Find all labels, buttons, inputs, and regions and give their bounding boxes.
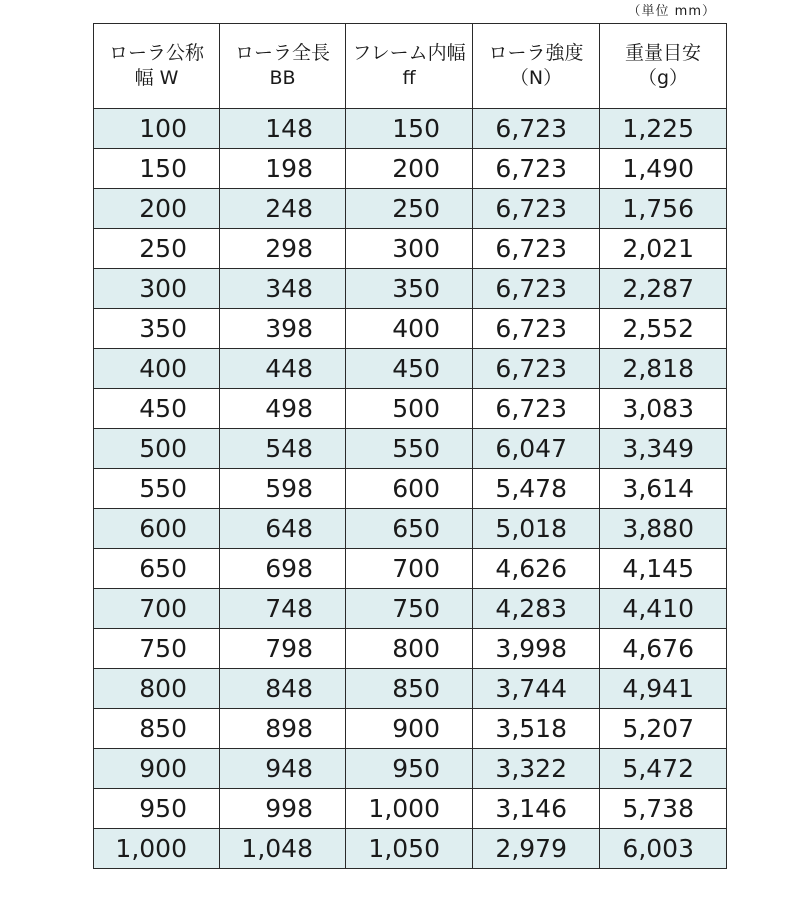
roller-spec-table [93, 23, 727, 869]
cell-roller-strength: 5,478 [473, 469, 600, 509]
cell-total-length: 748 [220, 589, 346, 629]
cell-total-length: 698 [220, 549, 346, 589]
cell-frame-inner-width: 150 [346, 109, 473, 149]
table-row [94, 589, 727, 629]
cell-roller-strength: 3,744 [473, 669, 600, 709]
header-label-line1: フレーム内幅 [352, 42, 466, 64]
cell-weight-estimate: 3,083 [600, 389, 727, 429]
cell-roller-strength: 6,723 [473, 109, 600, 149]
cell-nominal-width: 650 [94, 549, 220, 589]
cell-roller-strength: 6,723 [473, 269, 600, 309]
cell-frame-inner-width: 300 [346, 229, 473, 269]
cell-weight-estimate: 4,941 [600, 669, 727, 709]
cell-total-length: 148 [220, 109, 346, 149]
cell-roller-strength: 3,322 [473, 749, 600, 789]
unit-note: （単位 mm） [627, 4, 716, 19]
header-label-line2: ff [402, 67, 416, 89]
cell-total-length: 298 [220, 229, 346, 269]
cell-nominal-width: 450 [94, 389, 220, 429]
cell-total-length: 898 [220, 709, 346, 749]
cell-nominal-width: 500 [94, 429, 220, 469]
header-label-line1: 重量目安 [624, 42, 701, 64]
cell-roller-strength: 4,626 [473, 549, 600, 589]
cell-weight-estimate: 1,490 [600, 149, 727, 189]
header-row [94, 24, 727, 109]
table-header [94, 24, 727, 109]
cell-total-length: 1,048 [220, 829, 346, 869]
cell-roller-strength: 6,723 [473, 189, 600, 229]
cell-nominal-width: 250 [94, 229, 220, 269]
cell-weight-estimate: 5,207 [600, 709, 727, 749]
cell-frame-inner-width: 400 [346, 309, 473, 349]
table-row [94, 469, 727, 509]
cell-nominal-width: 950 [94, 789, 220, 829]
cell-weight-estimate: 6,003 [600, 829, 727, 869]
cell-frame-inner-width: 250 [346, 189, 473, 229]
cell-frame-inner-width: 350 [346, 269, 473, 309]
cell-nominal-width: 850 [94, 709, 220, 749]
cell-roller-strength: 6,723 [473, 309, 600, 349]
table-row [94, 749, 727, 789]
table-row [94, 829, 727, 869]
cell-roller-strength: 6,723 [473, 149, 600, 189]
cell-nominal-width: 550 [94, 469, 220, 509]
cell-frame-inner-width: 1,000 [346, 789, 473, 829]
cell-roller-strength: 2,979 [473, 829, 600, 869]
header-nominal-width [94, 24, 220, 109]
cell-total-length: 248 [220, 189, 346, 229]
cell-weight-estimate: 3,614 [600, 469, 727, 509]
header-frame-inner-width [346, 24, 473, 109]
cell-frame-inner-width: 600 [346, 469, 473, 509]
cell-frame-inner-width: 800 [346, 629, 473, 669]
header-label-line1: ローラ強度 [488, 42, 584, 64]
cell-frame-inner-width: 750 [346, 589, 473, 629]
cell-total-length: 198 [220, 149, 346, 189]
table-row [94, 709, 727, 749]
cell-weight-estimate: 1,225 [600, 109, 727, 149]
table-row [94, 429, 727, 469]
cell-weight-estimate: 4,676 [600, 629, 727, 669]
cell-frame-inner-width: 700 [346, 549, 473, 589]
cell-total-length: 448 [220, 349, 346, 389]
cell-frame-inner-width: 1,050 [346, 829, 473, 869]
table-row [94, 789, 727, 829]
header-total-length [220, 24, 346, 109]
table-row [94, 389, 727, 429]
cell-total-length: 848 [220, 669, 346, 709]
cell-nominal-width: 600 [94, 509, 220, 549]
cell-weight-estimate: 5,472 [600, 749, 727, 789]
cell-total-length: 948 [220, 749, 346, 789]
table-row [94, 149, 727, 189]
cell-roller-strength: 3,998 [473, 629, 600, 669]
cell-nominal-width: 350 [94, 309, 220, 349]
cell-frame-inner-width: 850 [346, 669, 473, 709]
cell-weight-estimate: 3,349 [600, 429, 727, 469]
header-label-line2: （g） [637, 67, 689, 89]
cell-nominal-width: 300 [94, 269, 220, 309]
table-row [94, 229, 727, 269]
cell-weight-estimate: 4,410 [600, 589, 727, 629]
cell-roller-strength: 3,518 [473, 709, 600, 749]
cell-total-length: 798 [220, 629, 346, 669]
cell-weight-estimate: 3,880 [600, 509, 727, 549]
cell-nominal-width: 200 [94, 189, 220, 229]
cell-total-length: 998 [220, 789, 346, 829]
header-label-line1: ローラ公称 [108, 42, 204, 64]
cell-nominal-width: 750 [94, 629, 220, 669]
cell-total-length: 598 [220, 469, 346, 509]
cell-weight-estimate: 4,145 [600, 549, 727, 589]
cell-frame-inner-width: 650 [346, 509, 473, 549]
cell-total-length: 648 [220, 509, 346, 549]
cell-nominal-width: 150 [94, 149, 220, 189]
table-body [94, 109, 727, 869]
cell-weight-estimate: 2,021 [600, 229, 727, 269]
cell-nominal-width: 700 [94, 589, 220, 629]
cell-total-length: 548 [220, 429, 346, 469]
cell-frame-inner-width: 500 [346, 389, 473, 429]
cell-weight-estimate: 2,287 [600, 269, 727, 309]
cell-weight-estimate: 2,818 [600, 349, 727, 389]
cell-roller-strength: 6,723 [473, 349, 600, 389]
table-row [94, 509, 727, 549]
cell-roller-strength: 4,283 [473, 589, 600, 629]
cell-nominal-width: 100 [94, 109, 220, 149]
cell-nominal-width: 800 [94, 669, 220, 709]
cell-frame-inner-width: 550 [346, 429, 473, 469]
table-row [94, 269, 727, 309]
cell-frame-inner-width: 450 [346, 349, 473, 389]
cell-roller-strength: 5,018 [473, 509, 600, 549]
cell-nominal-width: 1,000 [94, 829, 220, 869]
cell-total-length: 398 [220, 309, 346, 349]
cell-frame-inner-width: 950 [346, 749, 473, 789]
header-label-line2: 幅 W [134, 67, 179, 89]
table-row [94, 669, 727, 709]
cell-weight-estimate: 1,756 [600, 189, 727, 229]
header-weight-estimate [600, 24, 727, 109]
header-label-line2: （N） [509, 67, 563, 89]
table-row [94, 109, 727, 149]
cell-roller-strength: 6,723 [473, 389, 600, 429]
cell-weight-estimate: 5,738 [600, 789, 727, 829]
table-row [94, 349, 727, 389]
cell-weight-estimate: 2,552 [600, 309, 727, 349]
cell-frame-inner-width: 900 [346, 709, 473, 749]
table-row [94, 309, 727, 349]
table-row [94, 549, 727, 589]
header-label-line2: BB [269, 67, 296, 89]
cell-roller-strength: 6,047 [473, 429, 600, 469]
table-row [94, 629, 727, 669]
table-row [94, 189, 727, 229]
header-label-line1: ローラ全長 [234, 42, 330, 64]
cell-roller-strength: 6,723 [473, 229, 600, 269]
cell-nominal-width: 900 [94, 749, 220, 789]
cell-total-length: 498 [220, 389, 346, 429]
cell-roller-strength: 3,146 [473, 789, 600, 829]
cell-nominal-width: 400 [94, 349, 220, 389]
cell-frame-inner-width: 200 [346, 149, 473, 189]
cell-total-length: 348 [220, 269, 346, 309]
header-roller-strength [473, 24, 600, 109]
